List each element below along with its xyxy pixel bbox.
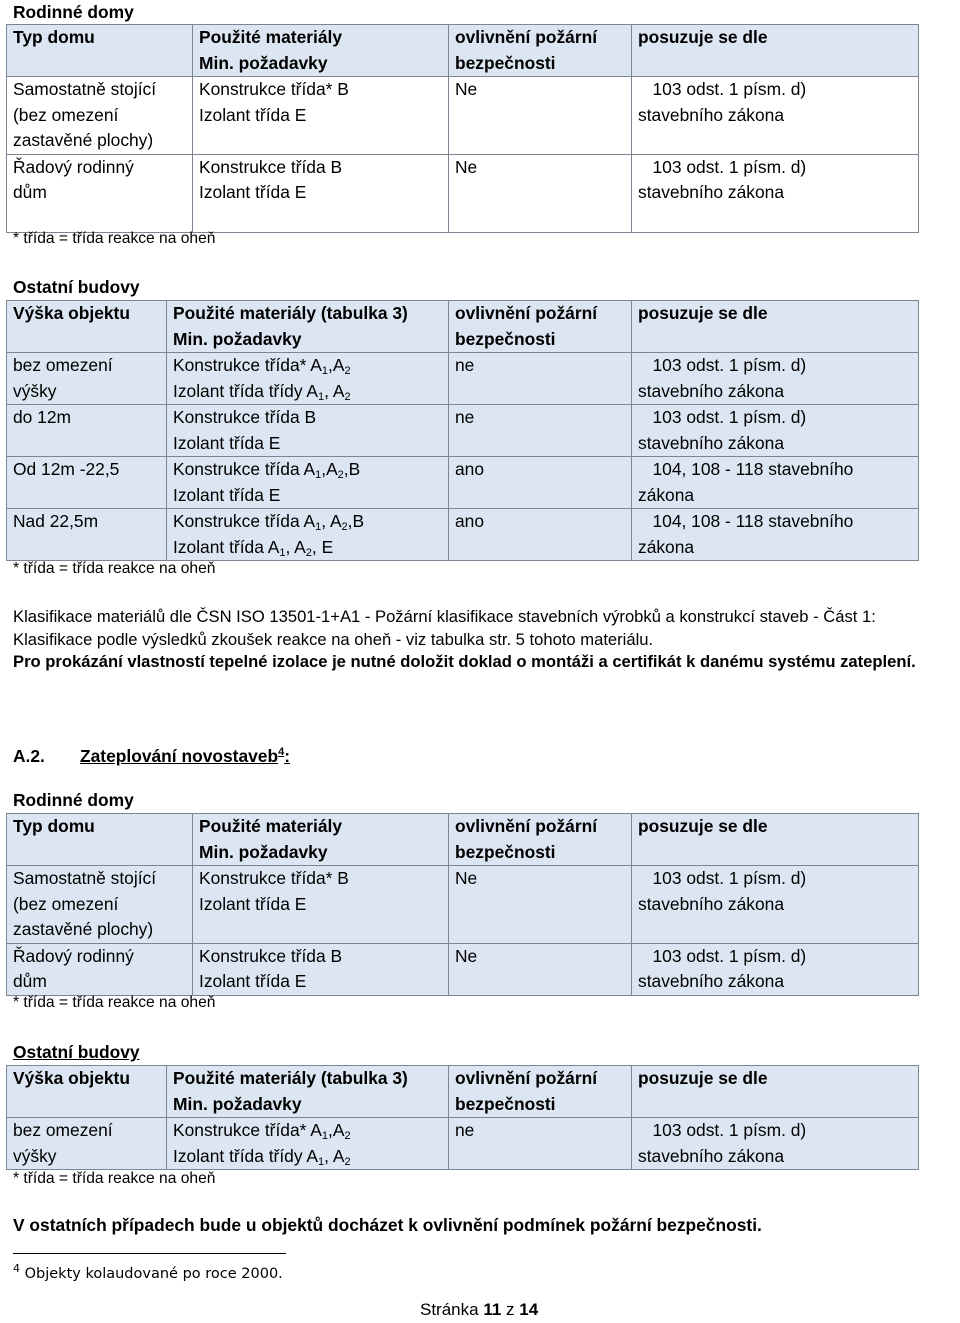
table-row [7, 509, 919, 561]
table-footnote: * třída = třída reakce na oheň [13, 994, 216, 1011]
table-cell: 103 odst. 1 písm. d) stavebního zákona [632, 866, 919, 944]
table-cell: Řadový rodinný dům [7, 943, 193, 995]
table-row [7, 77, 919, 155]
section-title-ostatni-budovy: Ostatní budovy [13, 1042, 140, 1062]
header-cell: Použité materiály Min. požadavky [193, 25, 449, 77]
table-cell: Konstrukce třída* $A_1,A_2$ Izolant třída třídy $A_1$, $A_2$ [167, 353, 449, 405]
table-cell: Nad 22,5m [7, 509, 167, 561]
table-cell: ne [449, 1118, 632, 1170]
table-cell: Konstrukce třída $A_1$, $A_2,B$ Izolant třída $A_1$, $A_2$, E [167, 509, 449, 561]
table-footnote: * třída = třída reakce na oheň [13, 230, 216, 247]
table-cell: ano [449, 457, 632, 509]
page-footer: Stránka 11 z 14 [420, 1300, 539, 1319]
header-cell: posuzuje se dle [632, 814, 919, 866]
table-cell: 103 odst. 1 písm. d) stavebního zákona [632, 154, 919, 232]
table-cell: Konstrukce třída B Izolant třída E [193, 943, 449, 995]
table-row [7, 154, 919, 232]
table-cell: ne [449, 405, 632, 457]
header-cell: ovlivnění požární bezpečnosti [449, 1066, 632, 1118]
table-cell: bez omezení výšky [7, 1118, 167, 1170]
table-cell: Samostatně stojící (bez omezení zastavěné plochy) [7, 866, 193, 944]
table-cell: ano [449, 509, 632, 561]
footnote-divider [13, 1253, 286, 1254]
closing-statement: V ostatních případech bude u objektů docházet k ovlivnění podmínek požární bezpečnosti. [13, 1215, 762, 1235]
table-cell: Ne [449, 77, 632, 155]
header-cell: Výška objektu [7, 1066, 167, 1118]
table-ostatni-budovy-novostavby [6, 1065, 919, 1170]
table-cell: Konstrukce třída* B Izolant třída E [193, 77, 449, 155]
footnote: $^4$ Objekty kolaudované po roce 2000. [13, 1262, 283, 1282]
table-ostatni-budovy [6, 300, 919, 561]
table-cell: 103 odst. 1 písm. d) stavebního zákona [632, 353, 919, 405]
header-cell: posuzuje se dle [632, 301, 919, 353]
header-cell: posuzuje se dle [632, 1066, 919, 1118]
table-cell: 103 odst. 1 písm. d) stavebního zákona [632, 77, 919, 155]
table-cell: Ne [449, 866, 632, 944]
table-cell: Ne [449, 154, 632, 232]
classification-paragraph: Klasifikace materiálů dle ČSN ISO 13501-1+A1 - Požární klasifikace stavebních výrobků a konstrukcí staveb - Část 1: Klasifikace podle výsledků zkoušek reakce na oheň - viz tabulka str. 5 tohoto materiálu. [13, 607, 876, 649]
table-cell: Konstrukce třída $A_1,A_2,B$ Izolant třída E [167, 457, 449, 509]
header-cell: posuzuje se dle [632, 25, 919, 77]
header-cell: ovlivnění požární bezpečnosti [449, 301, 632, 353]
table-cell: ne [449, 353, 632, 405]
table-rodinne-domy-novostavby [6, 813, 919, 996]
table-row [7, 1118, 919, 1170]
table-cell: 103 odst. 1 písm. d) stavebního zákona [632, 943, 919, 995]
table-cell: 104, 108 - 118 stavebního zákona [632, 509, 919, 561]
table-cell: do 12m [7, 405, 167, 457]
table-cell: Konstrukce třída B Izolant třída E [193, 154, 449, 232]
table-header-row [7, 1066, 919, 1118]
table-cell: Konstrukce třída* B Izolant třída E [193, 866, 449, 944]
table-header-row [7, 301, 919, 353]
table-header-row [7, 814, 919, 866]
section-title-rodinne-domy: Rodinné domy [13, 2, 134, 22]
table-cell: Ne [449, 943, 632, 995]
table-row [7, 353, 919, 405]
table-row [7, 457, 919, 509]
section-heading: Zateplování novostaveb$^4$: [80, 746, 291, 766]
table-rodinne-domy [6, 24, 919, 233]
table-cell: Konstrukce třída* $A_1,A_2$ Izolant třída třídy $A_1$, $A_2$ [167, 1118, 449, 1170]
table-header-row [7, 25, 919, 77]
header-cell: ovlivnění požární bezpečnosti [449, 25, 632, 77]
section-title-rodinne-domy: Rodinné domy [13, 790, 134, 810]
table-cell: Řadový rodinný dům [7, 154, 193, 232]
table-cell: 103 odst. 1 písm. d) stavebního zákona [632, 405, 919, 457]
table-cell: bez omezení výšky [7, 353, 167, 405]
header-cell: Typ domu [7, 25, 193, 77]
header-cell: ovlivnění požární bezpečnosti [449, 814, 632, 866]
table-row [7, 866, 919, 944]
table-cell: Od 12m -22,5 [7, 457, 167, 509]
table-cell: 103 odst. 1 písm. d) stavebního zákona [632, 1118, 919, 1170]
table-footnote: * třída = třída reakce na oheň [13, 560, 216, 577]
table-row [7, 405, 919, 457]
header-cell: Použité materiály (tabulka 3) Min. požadavky [167, 301, 449, 353]
section-number: A.2. [13, 746, 45, 766]
table-cell: Samostatně stojící (bez omezení zastavěné plochy) [7, 77, 193, 155]
table-row [7, 943, 919, 995]
insulation-requirement-paragraph: Pro prokázání vlastností tepelné izolace je nutné doložit doklad o montáži a certifikát k danému systému zateplení. [13, 652, 916, 671]
header-cell: Typ domu [7, 814, 193, 866]
table-cell: 104, 108 - 118 stavebního zákona [632, 457, 919, 509]
header-cell: Použité materiály (tabulka 3) Min. požadavky [167, 1066, 449, 1118]
table-cell: Konstrukce třída B Izolant třída E [167, 405, 449, 457]
table-footnote: * třída = třída reakce na oheň [13, 1170, 216, 1187]
header-cell: Použité materiály Min. požadavky [193, 814, 449, 866]
header-cell: Výška objektu [7, 301, 167, 353]
section-title-ostatni-budovy: Ostatní budovy [13, 277, 140, 297]
